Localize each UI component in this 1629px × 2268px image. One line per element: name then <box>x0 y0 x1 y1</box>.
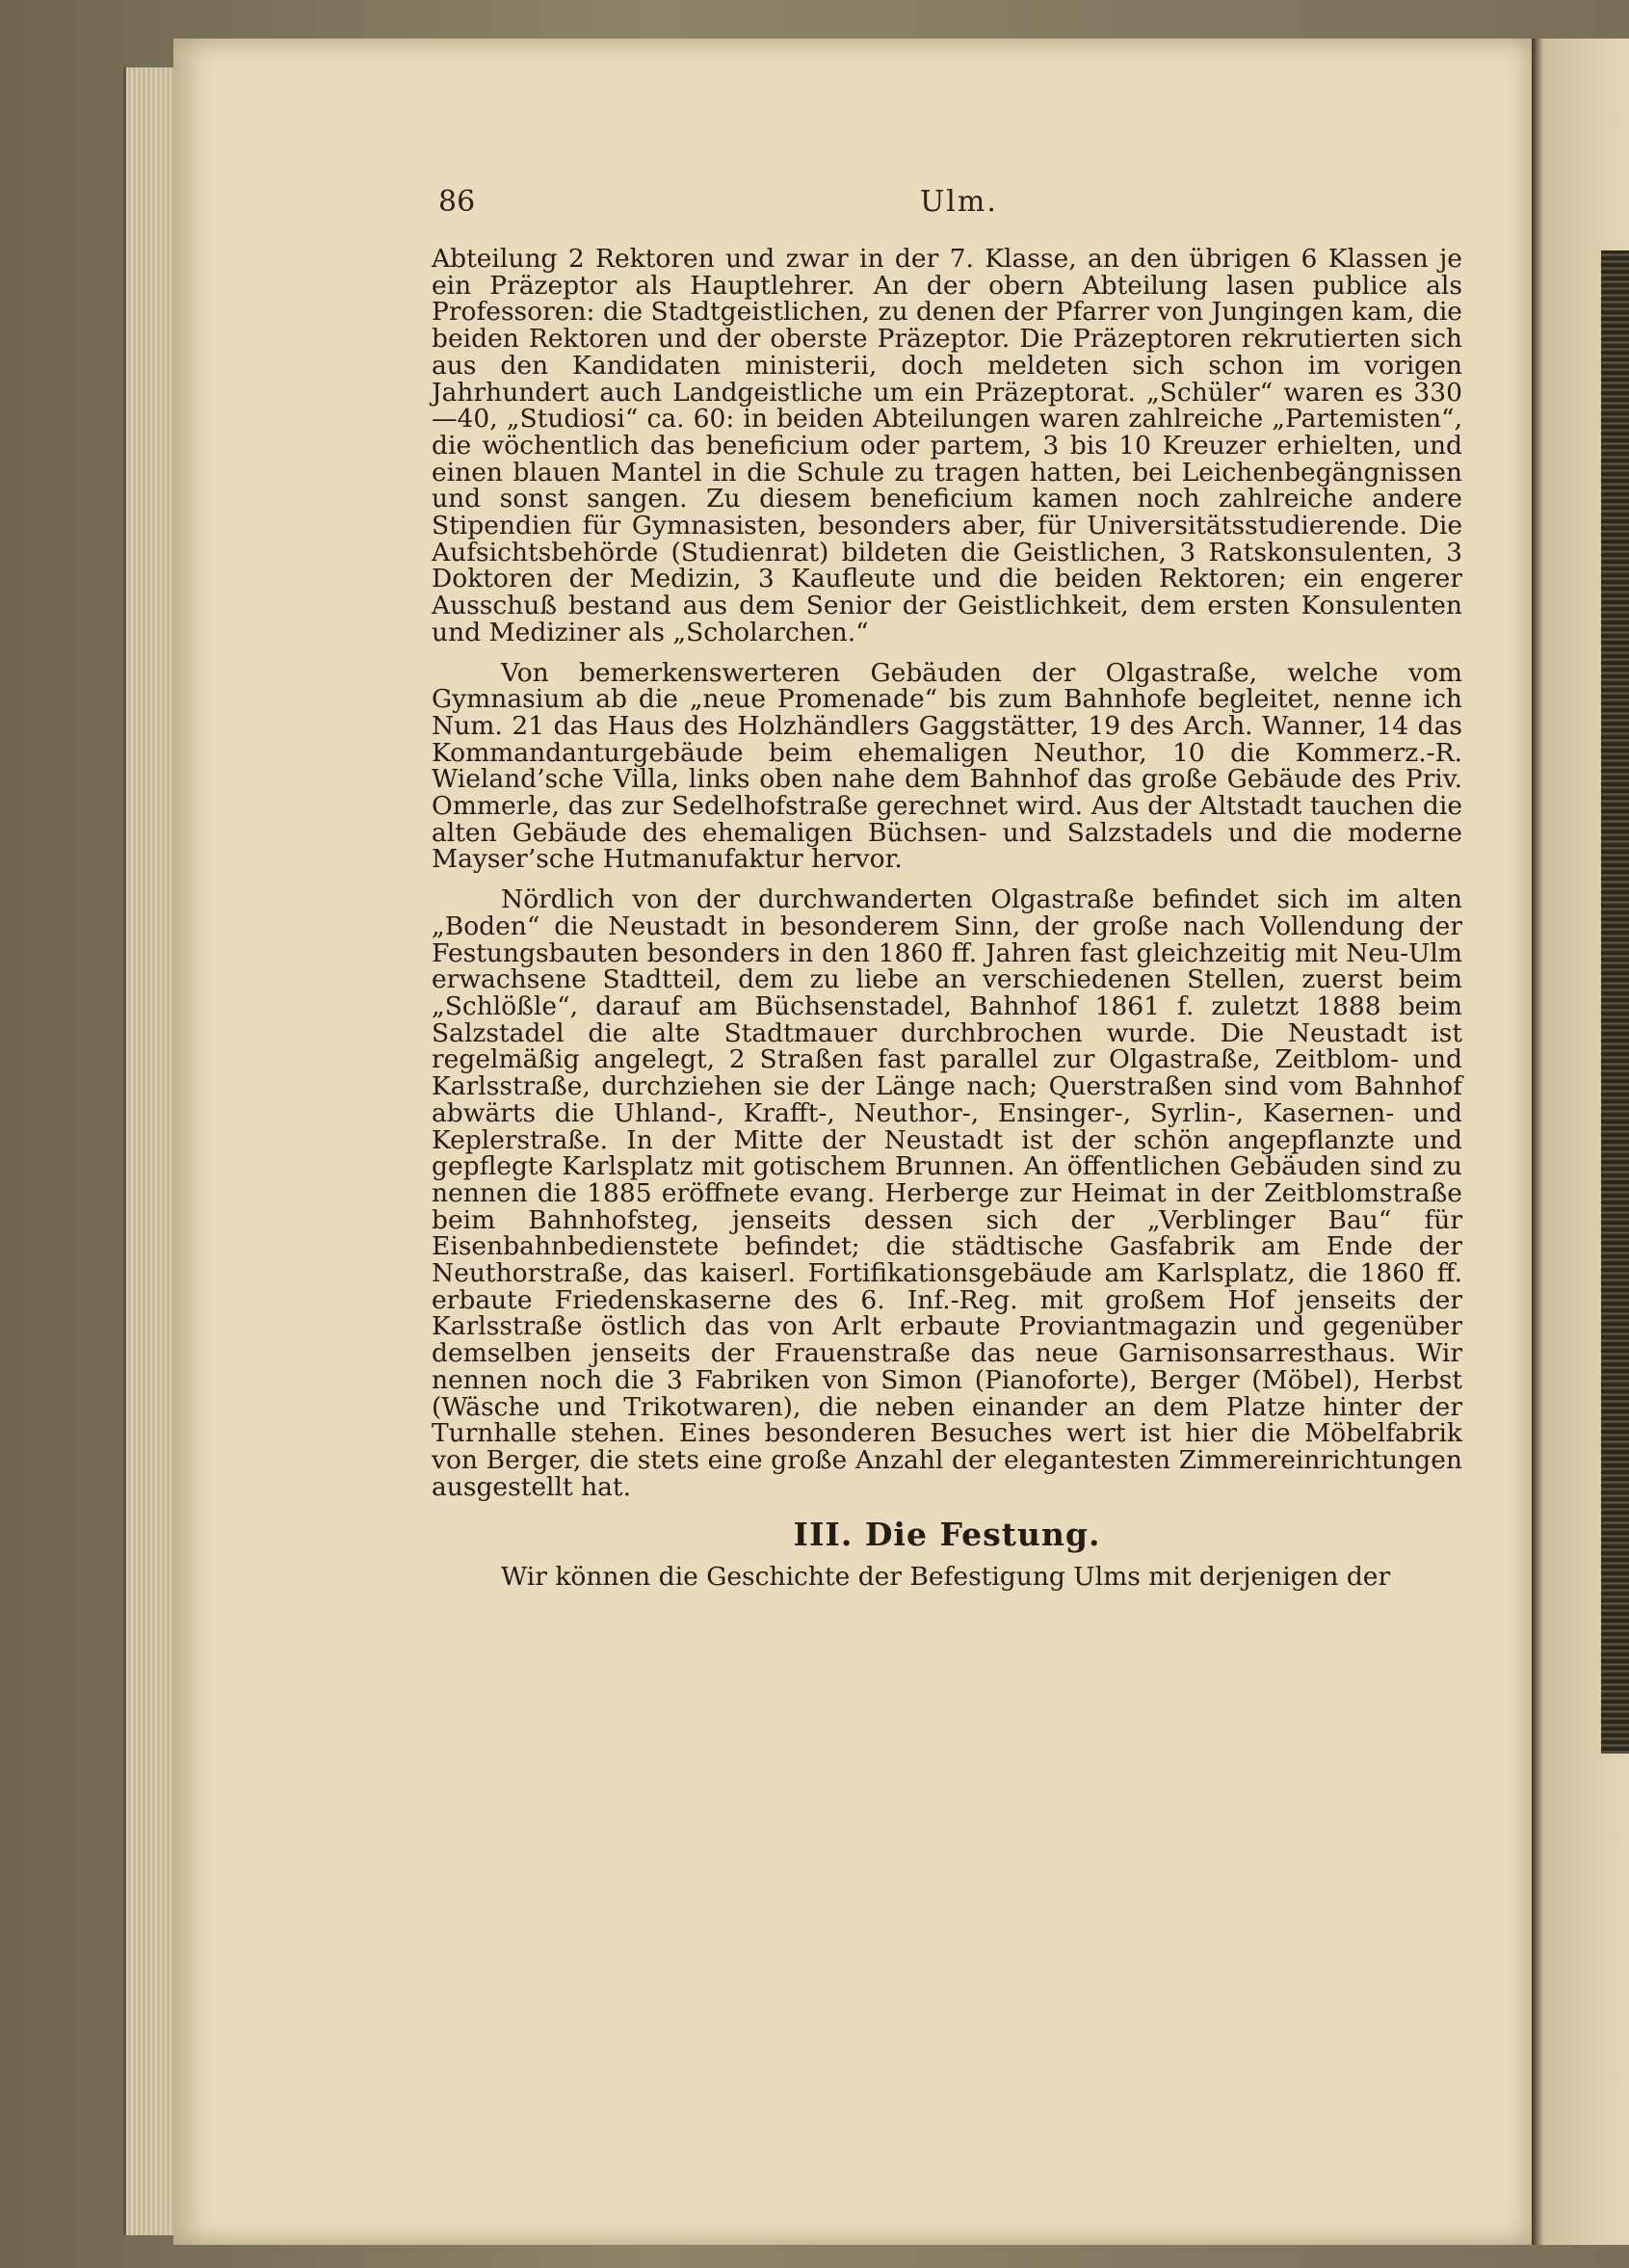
paragraph: Von bemerkenswerteren Gebäuden der Olgastraße, welche vom Gymnasium ab die „neue Promenade“ bis zum Bahnhofe begleitet, nenne ich Num. 21 das Haus des Holzhändlers Gaggstätter, 19 des Arch. Wanner, 14 das Kommandanturgebäude beim ehemaligen Neuthor, 10 die Kommerz.-R. Wieland’sche Villa, links oben nahe dem Bahnhof das große Gebäude des Priv. Ommerle, das zur Sedelhofstraße gerechnet wird. Aus der Altstadt tauchen die alten Gebäude des ehemaligen Büchsen- und Salzstadels und die moderne Mayser’sche Hutmanufaktur hervor. <box>432 657 1462 875</box>
page-number: 86 <box>438 185 476 219</box>
paragraph: Abteilung 2 Rektoren und zwar in der 7. Klasse, an den übrigen 6 Klassen je ein Präzeptor als Hauptlehrer. An der obern Abteilung lasen publice als Professoren: die Stadtgeistlichen, zu denen der Pfarrer von Jungingen kam, die beiden Rektoren und der oberste Präzeptor. Die Präzeptoren rekrutierten sich aus den Kandidaten ministerii, doch meldeten sich schon im vorigen Jahrhundert auch Landgeistliche um ein Präzeptorat. „Schüler“ waren es 330—40, „Studiosi“ ca. 60: in beiden Abteilungen waren zahlreiche „Partemisten“, die wöchentlich das beneficium oder partem, 3 bis 10 Kreuzer erhielten, und einen blauen Mantel in die Schule zu tragen hatten, bei Leichenbegängnissen und sonst sangen. Zu diesem beneficium kamen noch zahlreiche andere Stipendien für Gymnasisten, besonders aber, für Universitätsstudierende. Die Aufsichtsbehörde (Studienrat) bildeten die Geistlichen, 3 Ratskonsulenten, 3 Doktoren der Medizin, 3 Kaufleute und die beiden Rektoren; ein engerer Ausschuß bestand aus dem Senior der Geistlichkeit, dem ersten Konsulenten und Mediziner als „Scholarchen.“ <box>432 244 1462 647</box>
paragraph: Wir können die Geschichte der Befestigung Ulms mit derjenigen der <box>501 1562 1391 1593</box>
running-title: Ulm. <box>920 185 998 219</box>
section-heading: III. Die Festung. <box>793 1516 1101 1554</box>
facing-plate-illustration <box>1601 251 1629 1754</box>
paragraph: Nördlich von der durchwanderten Olgastraße befindet sich im alten „Boden“ die Neustadt in besonderem Sinn, der große nach Vollendung der Festungsbauten besonders in den 1860 ff. Jahren fast gleichzeitig mit Neu-Ulm erwachsene Stadtteil, dem zu liebe an verschiedenen Stellen, zuerst beim „Schlößle“, darauf am Büchsenstadel, Bahnhof 1861 f. zuletzt 1888 beim Salzstadel die alte Stadtmauer durchbrochen wurde. Die Neustadt ist regelmäßig angelegt, 2 Straßen fast parallel zur Olgastraße, Zeitblom- und Karlsstraße, durchziehen sie der Länge nach; Querstraßen sind vom Bahnhof abwärts die Uhland-, Krafft-, Neuthor-, Ensinger-, Syrlin-, Kasernen- und Keplerstraße. In der Mitte der Neustadt ist der schön angepflanzte und gepflegte Karlsplatz mit gotischem Brunnen. An öffentlichen Gebäuden sind zu nennen die 1885 eröffnete evang. Herberge zur Heimat in der Zeitblomstraße beim Bahnhofsteg, jenseits dessen sich der „Verblinger Bau“ für Eisenbahnbedienstete befindet; die städtische Gasfabrik am Ende der Neuthorstraße, das kaiserl. Fortifikationsgebäude am Karlsplatz, die 1860 ff. erbaute Friedenskaserne des 6. Inf.-Reg. mit großem Hof jenseits der Karlsstraße östlich das von Arlt erbaute Proviantmagazin und gegenüber demselben jenseits der Frauenstraße das neue Garnisonsarresthaus. Wir nennen noch die 3 Fabriken von Simon (Pianoforte), Berger (Möbel), Herbst (Wäsche und Trikotwaren), die neben einander an dem Platze hinter der Turnhalle stehen. Eines besonderen Besuches wert ist hier die Möbelfabrik von Berger, die stets eine große Anzahl der elegantesten Zimmereinrichtungen ausgestellt hat. <box>432 884 1462 1502</box>
page-header <box>438 185 1459 233</box>
body-text <box>432 246 1462 1591</box>
